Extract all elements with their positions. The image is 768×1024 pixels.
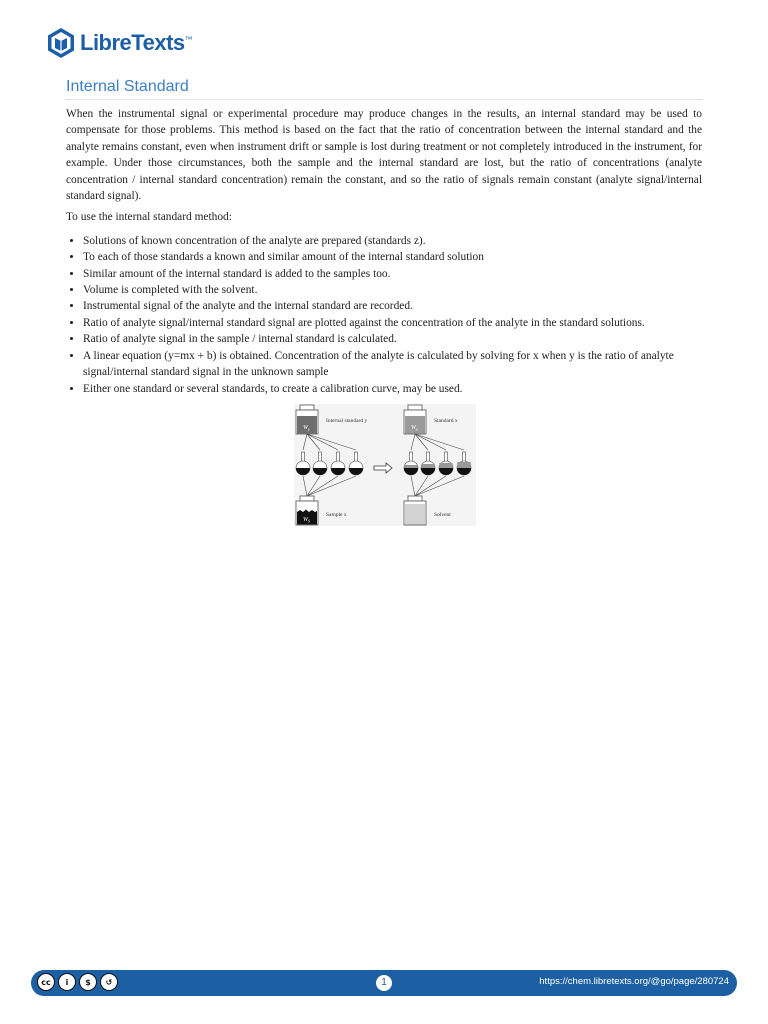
diagram-svg (294, 404, 476, 526)
nc-icon: $ (79, 973, 97, 991)
top-arrows (303, 434, 464, 450)
libretexts-logo[interactable] (46, 27, 193, 59)
internal-standard-diagram (294, 404, 476, 526)
libretexts-hexagon-icon (46, 27, 76, 59)
page-footer (31, 970, 737, 996)
solvent-label: Solvent (434, 512, 451, 518)
article-body (66, 106, 702, 397)
cc-icon: cc (37, 973, 55, 991)
sample-label: Sample x (326, 512, 347, 518)
list-item: • Ratio of analyte signal/internal standard signal are plotted against the concentration of the analyte in the standard solutions. (83, 315, 702, 331)
list-item: • To each of those standards a known and similar amount of the internal standard solution (83, 249, 702, 265)
page-number: 1 (376, 975, 392, 991)
sa-icon: ↺ (100, 973, 118, 991)
internal-standard-label: Internal standard y (326, 418, 368, 424)
list-item: • Ratio of analyte signal in the sample / internal standard is calculated. (83, 331, 702, 347)
internal-standard-bottle (296, 405, 318, 434)
solvent-bottle (404, 496, 426, 525)
svg-text:Wy: $W_y$ (303, 425, 310, 432)
right-flasks (404, 452, 471, 475)
list-item: • Similar amount of the internal standard is added to the samples too. (83, 266, 702, 282)
logo-trademark: ™ (184, 35, 193, 44)
list-item: • Solutions of known concentration of the analyte are prepared (standards z). (83, 233, 702, 249)
logo-text: LibreTexts (80, 30, 185, 55)
sample-bottle (296, 496, 318, 525)
list-item: • Volume is completed with the solvent. (83, 282, 702, 298)
svg-text:Wx: $W_x$ (411, 425, 418, 432)
transfer-arrow (374, 463, 392, 473)
by-icon: i (58, 973, 76, 991)
svg-text:WS: $W_S$ (303, 517, 310, 524)
method-steps-list (66, 233, 702, 397)
standard-bottle (404, 405, 426, 434)
bottom-arrows (303, 476, 464, 496)
standard-label: Standard x (434, 418, 458, 424)
page-title: Internal Standard (66, 78, 702, 100)
list-item: • Instrumental signal of the analyte and the internal standard are recorded. (83, 298, 702, 314)
list-item: • A linear equation (y=mx + b) is obtained. Concentration of the analyte is calculated by solving for x when y is the ratio of analyte signal/internal standard signal in the unknown sample (83, 348, 702, 381)
left-flasks (296, 452, 363, 475)
page-url-link[interactable]: https://chem.libretexts.org/@go/page/280724 (539, 976, 729, 987)
list-item: • Either one standard or several standards, to create a calibration curve, may be used. (83, 381, 702, 397)
method-lead: To use the internal standard method: (66, 211, 232, 224)
cc-license-badge[interactable] (37, 973, 118, 991)
intro-paragraph: When the instrumental signal or experimental procedure may produce changes in the results, an internal standard may be used to compensate for those problems. This method is based on the fact that the ratio of concentration between the internal standard and the analyte remains constant, even when instrument drift or sample is lost during treatment or not completely introduced in the instrument, for example. Under those circumstances, both the sample and the internal standard are lost, but the ratio of concentrations (analyte concentration / internal standard concentration) remain the constant, and so the ratio of signals remain constant (analyte signal/internal standard signal). (66, 108, 702, 203)
